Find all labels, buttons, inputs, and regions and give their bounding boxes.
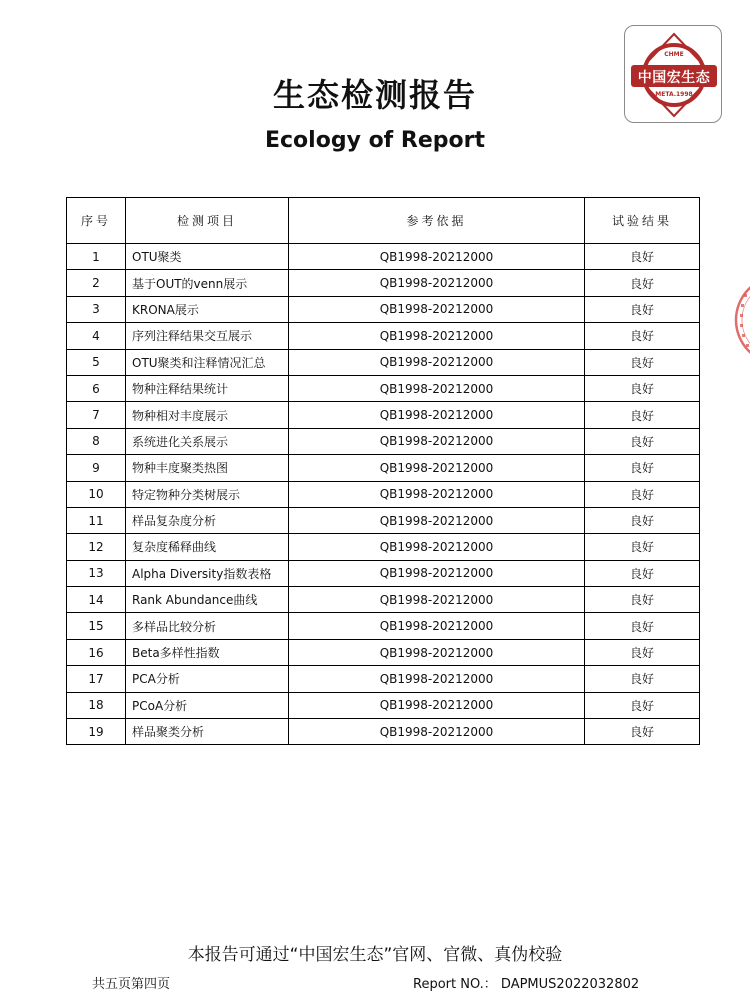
cell-result: 良好 <box>585 296 700 322</box>
cell-item: Rank Abundance曲线 <box>126 587 289 613</box>
cell-reference: QB1998-20212000 <box>289 402 585 428</box>
report-table <box>66 197 700 745</box>
cell-item: Alpha Diversity指数表格 <box>126 560 289 586</box>
table-row <box>67 349 700 375</box>
table-row <box>67 481 700 507</box>
cell-no: 7 <box>67 402 126 428</box>
cell-no: 19 <box>67 719 126 745</box>
cell-no: 3 <box>67 296 126 322</box>
table-row <box>67 639 700 665</box>
brand-logo <box>624 25 722 123</box>
cell-no: 18 <box>67 692 126 718</box>
cell-item: OTU聚类 <box>126 244 289 270</box>
cell-result: 良好 <box>585 560 700 586</box>
cell-item: 样品聚类分析 <box>126 719 289 745</box>
cell-reference: QB1998-20212000 <box>289 639 585 665</box>
cell-item: 系统进化关系展示 <box>126 428 289 454</box>
cell-reference: QB1998-20212000 <box>289 296 585 322</box>
cell-no: 14 <box>67 587 126 613</box>
cell-item: Beta多样性指数 <box>126 639 289 665</box>
logo-top-text: CHME <box>664 51 684 58</box>
header-no: 序号 <box>67 198 126 244</box>
table-row <box>67 534 700 560</box>
cell-item: PCoA分析 <box>126 692 289 718</box>
cell-result: 良好 <box>585 323 700 349</box>
cell-result: 良好 <box>585 507 700 533</box>
cell-item: 样品复杂度分析 <box>126 507 289 533</box>
report-title-en: Ecology of Report <box>264 128 486 153</box>
cell-no: 16 <box>67 639 126 665</box>
table-row <box>67 666 700 692</box>
table-row <box>67 560 700 586</box>
cell-result: 良好 <box>585 666 700 692</box>
cell-result: 良好 <box>585 692 700 718</box>
cell-item: OTU聚类和注释情况汇总 <box>126 349 289 375</box>
cell-item: KRONA展示 <box>126 296 289 322</box>
table-row <box>67 402 700 428</box>
cell-item: 复杂度稀释曲线 <box>126 534 289 560</box>
table-row <box>67 507 700 533</box>
cell-no: 4 <box>67 323 126 349</box>
page-indicator: 共五页第四页 <box>92 977 171 992</box>
cell-reference: QB1998-20212000 <box>289 455 585 481</box>
cell-reference: QB1998-20212000 <box>289 613 585 639</box>
cell-item: 基于OUT的venn展示 <box>126 270 289 296</box>
official-seal-icon <box>732 272 750 368</box>
logo-bottom-text: META.1998 <box>655 91 693 98</box>
header-result: 试验结果 <box>585 198 700 244</box>
cell-item: 物种相对丰度展示 <box>126 402 289 428</box>
cell-reference: QB1998-20212000 <box>289 692 585 718</box>
cell-no: 1 <box>67 244 126 270</box>
cell-result: 良好 <box>585 270 700 296</box>
cell-reference: QB1998-20212000 <box>289 481 585 507</box>
cell-result: 良好 <box>585 613 700 639</box>
table-row <box>67 455 700 481</box>
cell-reference: QB1998-20212000 <box>289 534 585 560</box>
cell-reference: QB1998-20212000 <box>289 560 585 586</box>
table-row <box>67 719 700 745</box>
table-row <box>67 244 700 270</box>
table-row <box>67 296 700 322</box>
cell-result: 良好 <box>585 428 700 454</box>
table-row <box>67 692 700 718</box>
cell-reference: QB1998-20212000 <box>289 244 585 270</box>
cell-no: 10 <box>67 481 126 507</box>
cell-reference: QB1998-20212000 <box>289 349 585 375</box>
cell-reference: QB1998-20212000 <box>289 323 585 349</box>
cell-reference: QB1998-20212000 <box>289 375 585 401</box>
report-number: Report NO.： DAPMUS2022032802 <box>413 977 640 992</box>
table-row <box>67 270 700 296</box>
cell-no: 13 <box>67 560 126 586</box>
cell-reference: QB1998-20212000 <box>289 507 585 533</box>
cell-no: 9 <box>67 455 126 481</box>
cell-item: 物种丰度聚类热图 <box>126 455 289 481</box>
cell-result: 良好 <box>585 455 700 481</box>
table-row <box>67 323 700 349</box>
cell-result: 良好 <box>585 719 700 745</box>
table-header-row <box>67 198 700 244</box>
cell-no: 11 <box>67 507 126 533</box>
table-row <box>67 428 700 454</box>
cell-result: 良好 <box>585 587 700 613</box>
cell-item: 特定物种分类树展示 <box>126 481 289 507</box>
cell-no: 12 <box>67 534 126 560</box>
cell-item: 物种注释结果统计 <box>126 375 289 401</box>
cell-no: 15 <box>67 613 126 639</box>
cell-reference: QB1998-20212000 <box>289 719 585 745</box>
logo-main-text: 中国宏生态 <box>637 70 711 86</box>
verification-note: 本报告可通过“中国宏生态”官网、官微、真伪校验 <box>187 945 563 965</box>
cell-result: 良好 <box>585 402 700 428</box>
header-reference: 参考依据 <box>289 198 585 244</box>
cell-reference: QB1998-20212000 <box>289 270 585 296</box>
cell-reference: QB1998-20212000 <box>289 666 585 692</box>
report-title-cn: 生态检测报告 <box>272 76 477 114</box>
cell-reference: QB1998-20212000 <box>289 428 585 454</box>
cell-result: 良好 <box>585 639 700 665</box>
cell-result: 良好 <box>585 244 700 270</box>
cell-result: 良好 <box>585 349 700 375</box>
cell-result: 良好 <box>585 534 700 560</box>
cell-no: 5 <box>67 349 126 375</box>
cell-no: 2 <box>67 270 126 296</box>
cell-item: PCA分析 <box>126 666 289 692</box>
table-row <box>67 375 700 401</box>
table-row <box>67 587 700 613</box>
cell-item: 序列注释结果交互展示 <box>126 323 289 349</box>
cell-no: 8 <box>67 428 126 454</box>
cell-no: 17 <box>67 666 126 692</box>
cell-no: 6 <box>67 375 126 401</box>
table-row <box>67 613 700 639</box>
cell-result: 良好 <box>585 481 700 507</box>
header-item: 检测项目 <box>126 198 289 244</box>
cell-result: 良好 <box>585 375 700 401</box>
cell-reference: QB1998-20212000 <box>289 587 585 613</box>
cell-item: 多样品比较分析 <box>126 613 289 639</box>
